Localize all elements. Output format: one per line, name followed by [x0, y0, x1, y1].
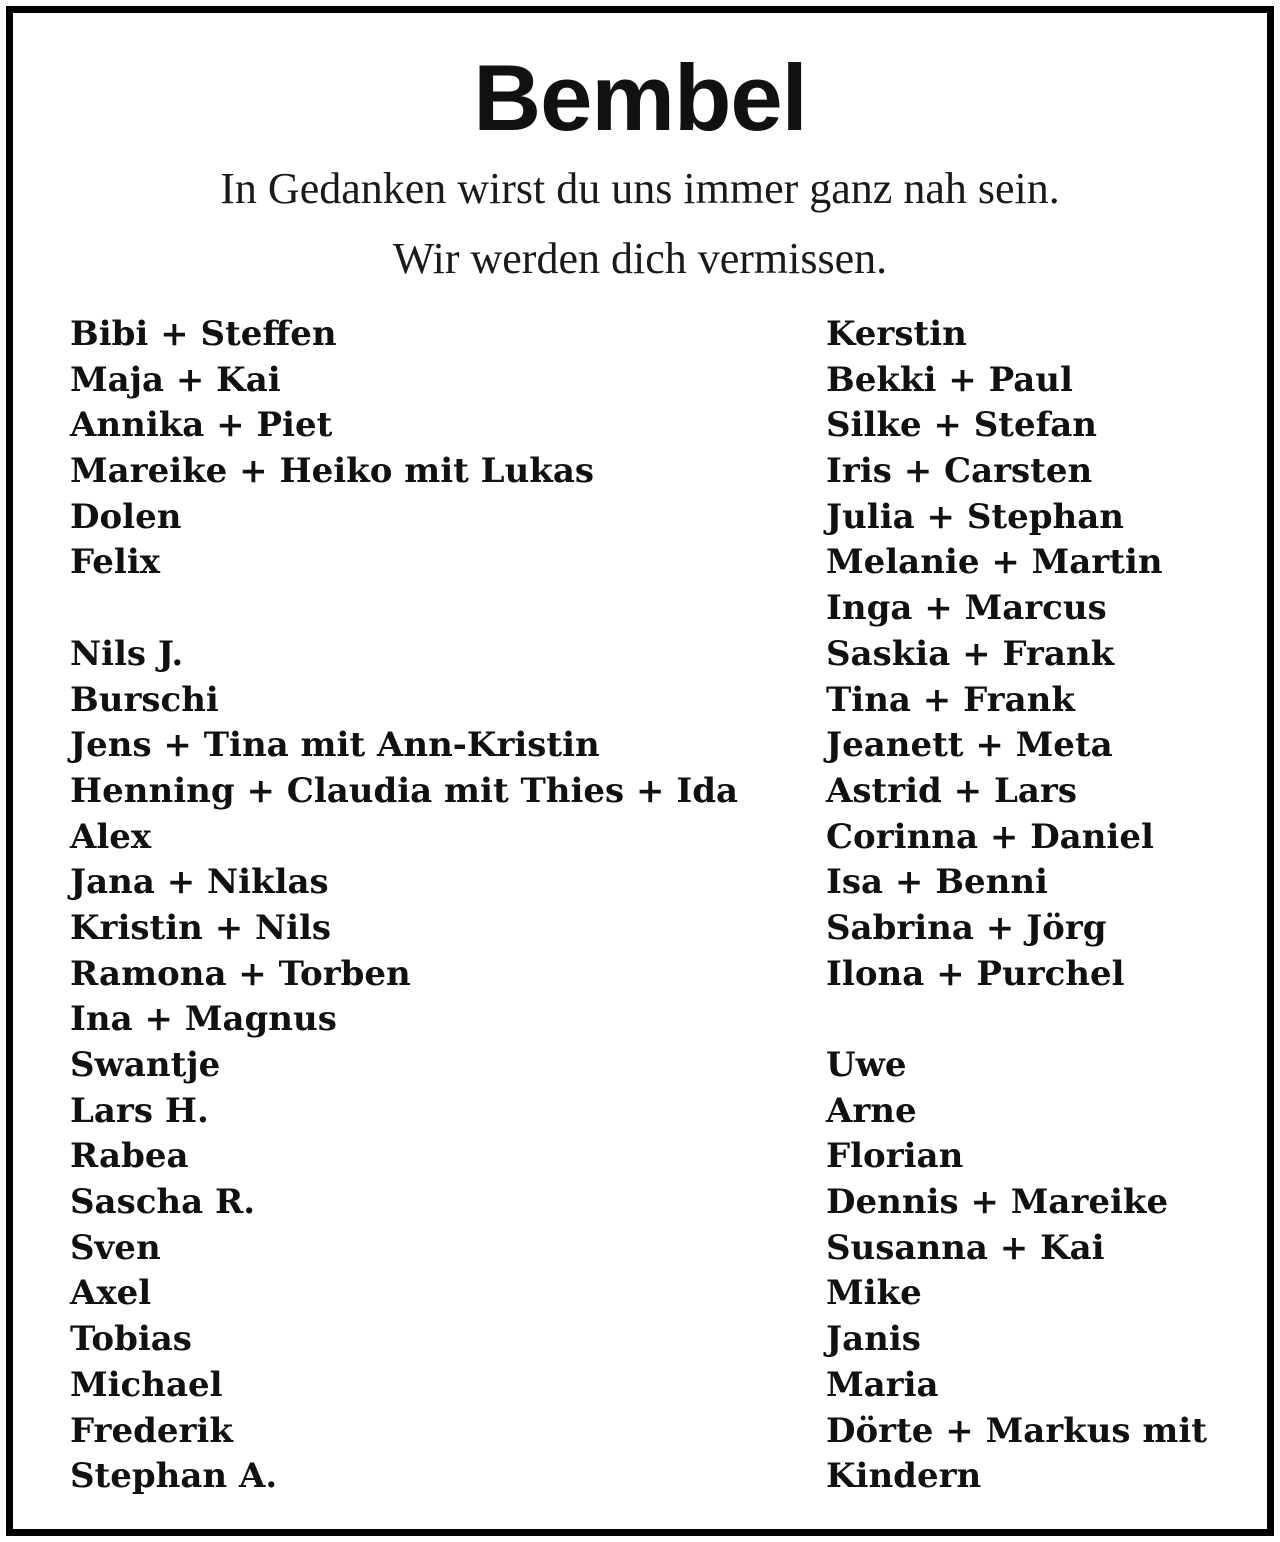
name-line: Ramona + Torben	[70, 953, 411, 994]
name-line: Annika + Piet	[70, 405, 333, 446]
name-line: Janis	[826, 1319, 921, 1360]
name-line: Nils J.	[70, 633, 184, 674]
name-line: Stephan A.	[70, 1456, 278, 1497]
name-line: Melanie + Martin	[826, 542, 1163, 583]
name-line: Jeanett + Meta	[826, 725, 1113, 766]
name-line: Frederik	[70, 1410, 233, 1451]
name-line: Tina + Frank	[826, 679, 1075, 720]
name-line: Iris + Carsten	[826, 451, 1093, 492]
name-line: Susanna + Kai	[826, 1227, 1105, 1268]
name-line: Dörte + Markus mit	[826, 1410, 1208, 1451]
name-line: Felix	[70, 542, 161, 583]
name-line: Sabrina + Jörg	[826, 907, 1107, 948]
name-line: Florian	[826, 1136, 964, 1177]
names-column-right	[826, 312, 1256, 1500]
names-column-left	[70, 312, 770, 1500]
name-line: Burschi	[70, 679, 219, 720]
name-line: Julia + Stephan	[826, 496, 1124, 537]
name-line: Inga + Marcus	[826, 588, 1107, 629]
name-line: Dennis + Mareike	[826, 1182, 1169, 1223]
name-line: Ilona + Purchel	[826, 953, 1125, 994]
name-line-blank	[70, 586, 770, 632]
name-line: Jana + Niklas	[70, 862, 329, 903]
name-line: Bekki + Paul	[826, 359, 1073, 400]
name-line: Kerstin	[826, 314, 967, 354]
name-line: Jens + Tina mit Ann-Kristin	[70, 725, 600, 766]
name-line: Henning + Claudia mit Thies + Ida	[70, 770, 739, 811]
name-line: Rabea	[70, 1136, 189, 1177]
name-line: Silke + Stefan	[826, 405, 1098, 446]
notice-subtitle-line-1: In Gedanken wirst du uns immer ganz nah sein.	[220, 164, 1060, 213]
name-line: Kristin + Nils	[70, 907, 332, 948]
name-line: Uwe	[826, 1045, 907, 1085]
name-line: Michael	[70, 1364, 223, 1405]
name-line-blank	[826, 997, 1256, 1043]
name-line: Sascha R.	[70, 1182, 256, 1223]
name-line: Alex	[70, 816, 152, 857]
name-line: Axel	[70, 1273, 152, 1314]
name-line: Dolen	[70, 496, 182, 537]
name-line: Saskia + Frank	[826, 633, 1115, 674]
name-line: Maria	[826, 1364, 939, 1405]
name-line: Swantje	[70, 1045, 221, 1085]
name-line: Astrid + Lars	[826, 770, 1077, 811]
notice-title: Bembel	[473, 45, 807, 150]
name-line: Corinna + Daniel	[826, 816, 1154, 857]
name-line: Mareike + Heiko mit Lukas	[70, 451, 595, 492]
name-line: Tobias	[70, 1319, 192, 1360]
name-line: Maja + Kai	[70, 359, 281, 400]
name-line: Sven	[70, 1227, 161, 1268]
notice-subtitle-line-2: Wir werden dich vermissen.	[392, 234, 888, 283]
name-line: Mike	[826, 1273, 922, 1314]
name-line: Arne	[826, 1090, 917, 1131]
name-line: Ina + Magnus	[70, 999, 337, 1040]
notice-frame	[6, 6, 1274, 1536]
name-line: Kindern	[826, 1456, 982, 1497]
name-line: Bibi + Steffen	[70, 314, 337, 354]
name-line: Lars H.	[70, 1090, 209, 1131]
name-line: Isa + Benni	[826, 862, 1048, 903]
